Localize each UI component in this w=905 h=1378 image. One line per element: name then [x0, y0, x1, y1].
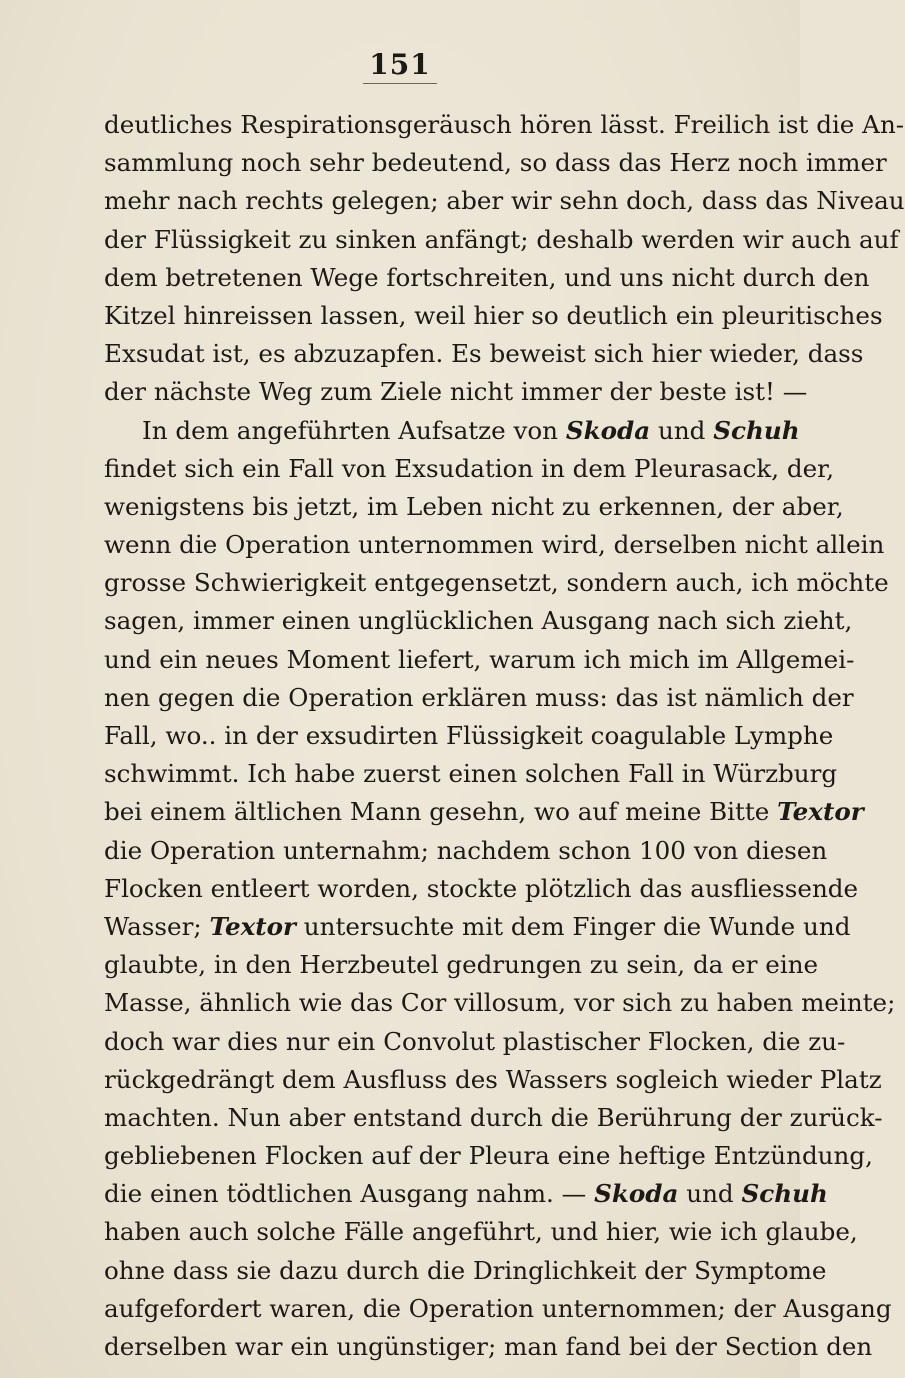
- text-run: machten. Nun aber entstand durch die Berührung der zurück-: [104, 1102, 883, 1132]
- text-run: Exsudat ist, es abzuzapfen. Es beweist sich hier wieder, dass: [104, 339, 864, 369]
- text-run: findet sich ein Fall von Exsudation in dem Pleurasack, der,: [104, 453, 835, 483]
- text-line: [104, 1137, 873, 1175]
- text-line: [104, 221, 899, 259]
- text-run: sagen, immer einen unglücklichen Ausgang nach sich zieht,: [104, 606, 853, 636]
- text-line: [104, 1252, 827, 1290]
- text-run: grosse Schwierigkeit entgegensetzt, sondern auch, ich möchte: [104, 568, 889, 598]
- text-line: [104, 1023, 846, 1061]
- text-run: doch war dies nur ein Convolut plastischer Flocken, die zu-: [104, 1026, 846, 1056]
- text-run: die einen tödtlichen Ausgang nahm. —: [104, 1179, 595, 1209]
- text-run: Fall, wo.. in der exsudirten Flüssigkeit coagulable Lymphe: [104, 721, 834, 750]
- text-run: bei einem ältlichen Mann gesehn, wo auf meine Bitte: [104, 797, 778, 827]
- text-run: deutliches Respirationsgeräusch hören lässt. Freilich ist die An-: [104, 110, 905, 139]
- text-line: [104, 717, 834, 755]
- text-run: untersuchte mit dem Finger die Wunde und: [295, 911, 851, 941]
- text-run: Wasser;: [104, 911, 210, 941]
- author-name: Textor: [777, 797, 864, 827]
- author-name: Skoda: [565, 415, 651, 445]
- text-line: [104, 182, 905, 220]
- text-run: wenn die Operation unternommen wird, derselben nicht allein: [104, 530, 885, 560]
- author-name: Skoda: [594, 1179, 679, 1209]
- text-line: [104, 144, 887, 182]
- text-line: [104, 1061, 882, 1099]
- text-run: Masse, ähnlich wie das Cor villosum, vor sich zu haben meinte;: [104, 988, 896, 1018]
- text-line: [104, 373, 808, 411]
- text-line: [104, 106, 905, 144]
- text-line: [104, 679, 854, 717]
- text-run: und: [678, 1179, 742, 1209]
- text-line: [104, 488, 844, 526]
- author-name: Schuh: [741, 1179, 828, 1209]
- author-name: Schuh: [713, 415, 800, 445]
- text-run: die Operation unternahm; nachdem schon 100 von diesen: [104, 835, 828, 865]
- page-number: 151: [0, 48, 800, 84]
- text-line: [104, 564, 889, 602]
- text-run: schwimmt. Ich habe zuerst einen solchen Fall in Würzburg: [104, 759, 838, 789]
- text-line: [104, 1290, 892, 1328]
- text-line: [104, 450, 835, 488]
- text-run: sammlung noch sehr bedeutend, so dass das Herz noch immer: [104, 148, 887, 178]
- text-line: [104, 793, 864, 831]
- text-run: Flocken entleert worden, stockte plötzlich das ausfliessende: [104, 873, 859, 903]
- text-line: [104, 1328, 873, 1366]
- text-run: und: [650, 415, 714, 445]
- text-run: mehr nach rechts gelegen; aber wir sehn doch, dass das Niveau: [104, 186, 905, 216]
- text-run: rückgedrängt dem Ausfluss des Wassers sogleich wieder Platz: [104, 1064, 882, 1094]
- text-run: aufgefordert waren, die Operation unternommen; der Ausgang: [104, 1293, 892, 1323]
- text-run: der nächste Weg zum Ziele nicht immer der beste ist! —: [104, 377, 808, 407]
- author-name: Textor: [209, 911, 296, 941]
- text-run: haben auch solche Fälle angeführt, und hier, wie ich glaube,: [104, 1217, 858, 1247]
- text-run: und ein neues Moment liefert, warum ich mich im Allgemei-: [104, 644, 855, 674]
- body-text: [104, 106, 905, 1366]
- text-run: ohne dass sie dazu durch die Dringlichkeit der Symptome: [104, 1255, 827, 1285]
- text-line: [104, 641, 855, 679]
- text-run: wenigstens bis jetzt, im Leben nicht zu erkennen, der aber,: [104, 491, 844, 521]
- text-line: [104, 832, 828, 870]
- text-run: Kitzel hinreissen lassen, weil hier so deutlich ein pleuritisches: [104, 300, 883, 330]
- text-run: derselben war ein ungünstiger; man fand bei der Section den: [104, 1332, 873, 1361]
- text-line: [104, 870, 859, 908]
- text-line: [104, 1175, 828, 1213]
- text-line: [104, 412, 800, 450]
- text-line: [104, 335, 864, 373]
- text-line: [104, 1213, 858, 1251]
- text-line: [104, 602, 853, 640]
- text-run: nen gegen die Operation erklären muss: das ist nämlich der: [104, 682, 854, 712]
- text-line: [104, 526, 885, 564]
- text-line: [104, 755, 838, 793]
- text-run: glaubte, in den Herzbeutel gedrungen zu sein, da er eine: [104, 950, 819, 980]
- text-run: In dem angeführten Aufsatze von: [142, 415, 566, 445]
- text-run: dem betretenen Wege fortschreiten, und uns nicht durch den: [104, 262, 870, 292]
- text-line: [104, 297, 883, 335]
- text-run: der Flüssigkeit zu sinken anfängt; deshalb werden wir auch auf: [104, 224, 899, 254]
- text-line: [104, 908, 851, 946]
- text-line: [104, 946, 819, 984]
- text-line: [104, 984, 896, 1022]
- text-run: gebliebenen Flocken auf der Pleura eine heftige Entzündung,: [104, 1141, 873, 1171]
- text-line: [104, 1099, 883, 1137]
- text-line: [104, 259, 870, 297]
